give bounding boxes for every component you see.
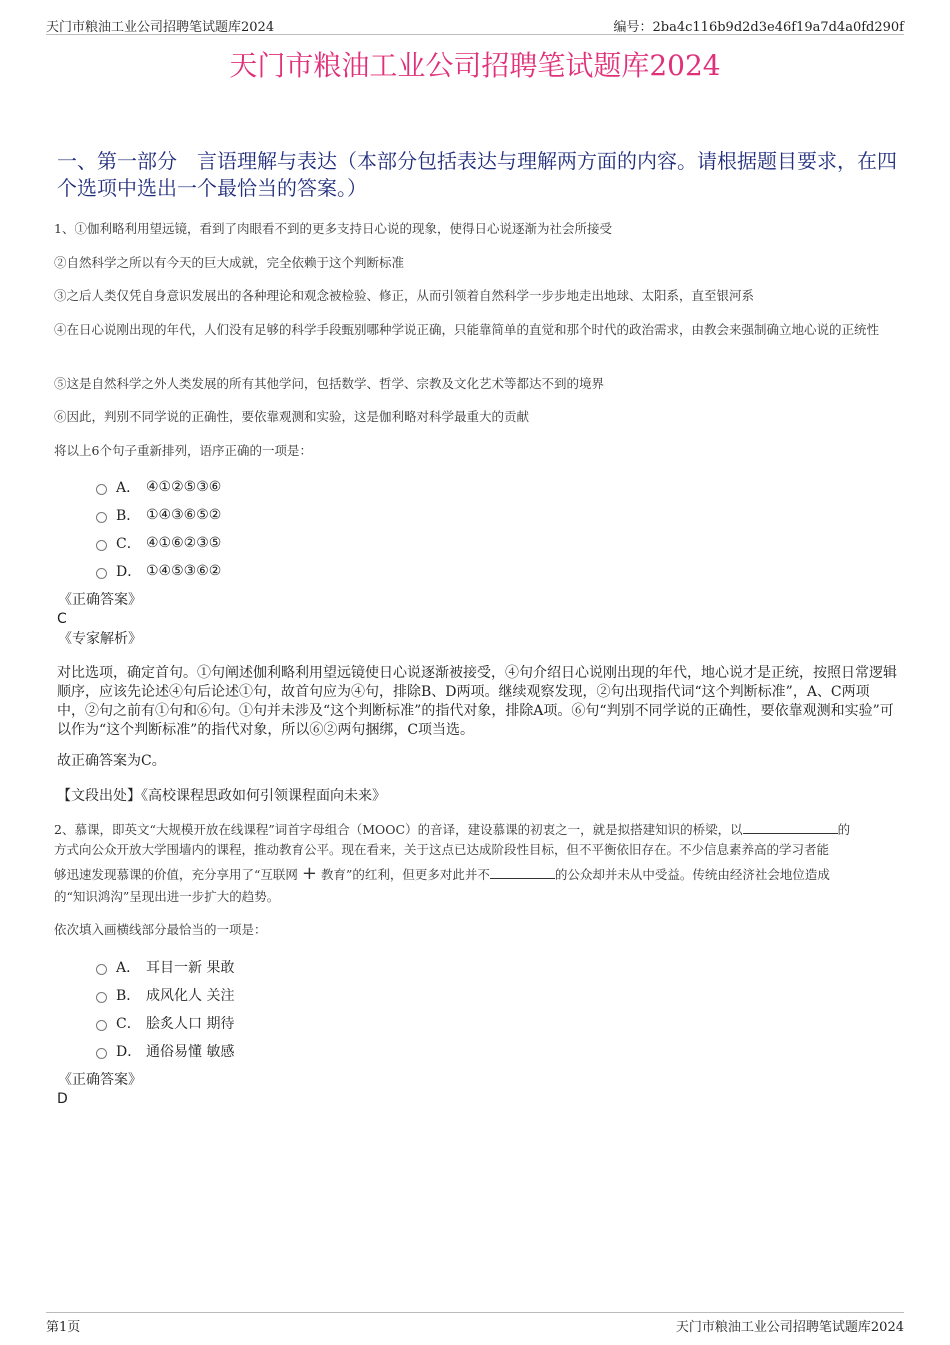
q1-answer: C bbox=[57, 611, 67, 627]
q1-sentence-6: ⑥因此，判别不同学说的正确性，要依靠观测和实验，这是伽利略对科学最重大的贡献 bbox=[54, 409, 530, 424]
q1-sentence-5: ⑤这是自然科学之外人类发展的所有其他学问，包括数学、哲学、宗教及文化艺术等都达不到的境界 bbox=[54, 376, 605, 391]
option-letter: B． bbox=[116, 508, 141, 524]
option-text: ④①⑥②③⑤ bbox=[146, 535, 222, 551]
section-heading: 一、第一部分 言语理解与表达（本部分包括表达与理解两方面的内容。请根据题目要求，在四个选项中选出一个最恰当的答案。） bbox=[57, 149, 897, 200]
header-left-title: 天门市粮油工业公司招聘笔试题库2024 bbox=[46, 20, 275, 35]
option-letter: C． bbox=[116, 1016, 141, 1032]
q1-option-a[interactable] bbox=[96, 473, 496, 501]
q1-options bbox=[96, 473, 496, 585]
q2-stem-line-1 bbox=[54, 820, 894, 840]
q1-conclusion: 故正确答案为C。 bbox=[57, 753, 166, 769]
option-text: 脍炙人口 期待 bbox=[146, 1016, 235, 1032]
fill-blank-2 bbox=[490, 865, 555, 879]
q2-option-b[interactable] bbox=[96, 981, 496, 1009]
footer-title: 天门市粮油工业公司招聘笔试题库2024 bbox=[675, 1320, 904, 1335]
q1-source: 【文段出处】《高校课程思政如何引领课程面向未来》 bbox=[57, 788, 386, 804]
q2-stem-line-2: 方式向公众开放大学围墙内的课程，推动教育公平。现在看来，关于这点已达成阶段性目标，但不平衡依旧存在。不少信息素养高的学习者能 bbox=[54, 842, 830, 857]
q1-sentence-2: ②自然科学之所以有今天的巨大成就，完全依赖于这个判断标准 bbox=[54, 255, 405, 270]
q1-answer-label: 《正确答案》 bbox=[58, 592, 142, 608]
q1-analysis: 对比选项，确定首句。①句阐述伽利略利用望远镜使日心说逐渐被接受，④句介绍日心说刚出现的年代，地心说才是正统，按照日常逻辑顺序，应该先论述④句后论述①句，故首句应为④句，排除B、D两项。继续观察发现，②句出现指代词“这个判断标准”，A、C两项中，②句之前有①句和⑥句。①句并未涉及“这个判断标准”的指代对象，排除A项。⑥句“判别不同学说的正确性，要依靠观测和实验”可以作为“这个判断标准”的指代对象，所以⑥②两句捆绑，C项当选。 bbox=[57, 665, 897, 738]
q2-stem-line-3 bbox=[54, 864, 894, 885]
q2-stem-text: 够迅速发现慕课的价值，充分享用了“互联网 bbox=[54, 867, 298, 882]
q1-sentence-4: ④在日心说刚出现的年代，人们没有足够的科学手段甄别哪种学说正确，只能靠简单的直觉和那个时代的政治需求，由教会来强制确立地心说的正统性 bbox=[54, 322, 880, 337]
option-text: ①④③⑥⑤② bbox=[146, 507, 222, 523]
q1-option-c[interactable] bbox=[96, 529, 496, 557]
radio-icon[interactable] bbox=[96, 964, 107, 975]
page-title: 天门市粮油工业公司招聘笔试题库2024 bbox=[229, 49, 721, 82]
page-footer bbox=[46, 1312, 904, 1335]
q1-option-b[interactable] bbox=[96, 501, 496, 529]
radio-icon[interactable] bbox=[96, 1020, 107, 1031]
radio-icon[interactable] bbox=[96, 512, 107, 523]
q2-answer-label: 《正确答案》 bbox=[58, 1072, 142, 1088]
option-letter: D． bbox=[116, 564, 142, 580]
q1-prompt: 将以上6个句子重新排列，语序正确的一项是： bbox=[54, 443, 312, 458]
q2-stem-text: 的 bbox=[837, 822, 851, 837]
radio-icon[interactable] bbox=[96, 992, 107, 1003]
q1-sentence-3: ③之后人类仅凭自身意识发展出的各种理论和观念被检验、修正，从而引领着自然科学一步步地走出地球、太阳系，直至银河系 bbox=[54, 288, 755, 303]
document-id: 编号：2ba4c116b9d2d3e46f19a7d4a0fd290f bbox=[613, 20, 904, 35]
radio-icon[interactable] bbox=[96, 540, 107, 551]
q1-sentence-1: 1、①伽利略利用望远镜，看到了肉眼看不到的更多支持日心说的现象，使得日心说逐渐为社会所接受 bbox=[54, 221, 612, 236]
q2-stem-line-4: 的“知识鸿沟”呈现出进一步扩大的趋势。 bbox=[54, 889, 280, 904]
option-letter: C． bbox=[116, 536, 141, 552]
page-number: 第1页 bbox=[46, 1320, 81, 1335]
option-text: ④①②⑤③⑥ bbox=[146, 479, 222, 495]
q1-analysis-label: 《专家解析》 bbox=[58, 631, 142, 647]
option-letter: A． bbox=[116, 480, 141, 496]
q2-answer: D bbox=[57, 1091, 68, 1107]
plus-sign: + bbox=[301, 863, 317, 884]
radio-icon[interactable] bbox=[96, 568, 107, 579]
q2-stem-text: 的公众却并未从中受益。传统由经济社会地位造成 bbox=[554, 867, 830, 882]
option-text: 耳目一新 果敢 bbox=[146, 960, 235, 976]
option-letter: A． bbox=[116, 960, 141, 976]
option-text: 成风化人 关注 bbox=[146, 988, 235, 1004]
option-letter: D． bbox=[116, 1044, 142, 1060]
q2-stem-text: 2、慕课，即英文“大规模开放在线课程”词首字母组合（MOOC）的音译，建设慕课的初衷之一，就是拟搭建知识的桥梁，以 bbox=[54, 822, 743, 837]
q1-option-d[interactable] bbox=[96, 557, 496, 585]
q2-option-a[interactable] bbox=[96, 953, 496, 981]
radio-icon[interactable] bbox=[96, 1048, 107, 1059]
option-text: ①④⑤③⑥② bbox=[146, 563, 222, 579]
q2-option-c[interactable] bbox=[96, 1009, 496, 1037]
q2-options bbox=[96, 953, 496, 1065]
fill-blank-1 bbox=[743, 820, 838, 834]
q2-stem-text: 教育”的红利，但更多对此并不 bbox=[321, 867, 490, 882]
q2-option-d[interactable] bbox=[96, 1037, 496, 1065]
radio-icon[interactable] bbox=[96, 484, 107, 495]
page-header bbox=[46, 14, 904, 35]
option-text: 通俗易懂 敏感 bbox=[146, 1044, 235, 1060]
q2-prompt: 依次填入画横线部分最恰当的一项是： bbox=[54, 922, 267, 937]
option-letter: B． bbox=[116, 988, 141, 1004]
